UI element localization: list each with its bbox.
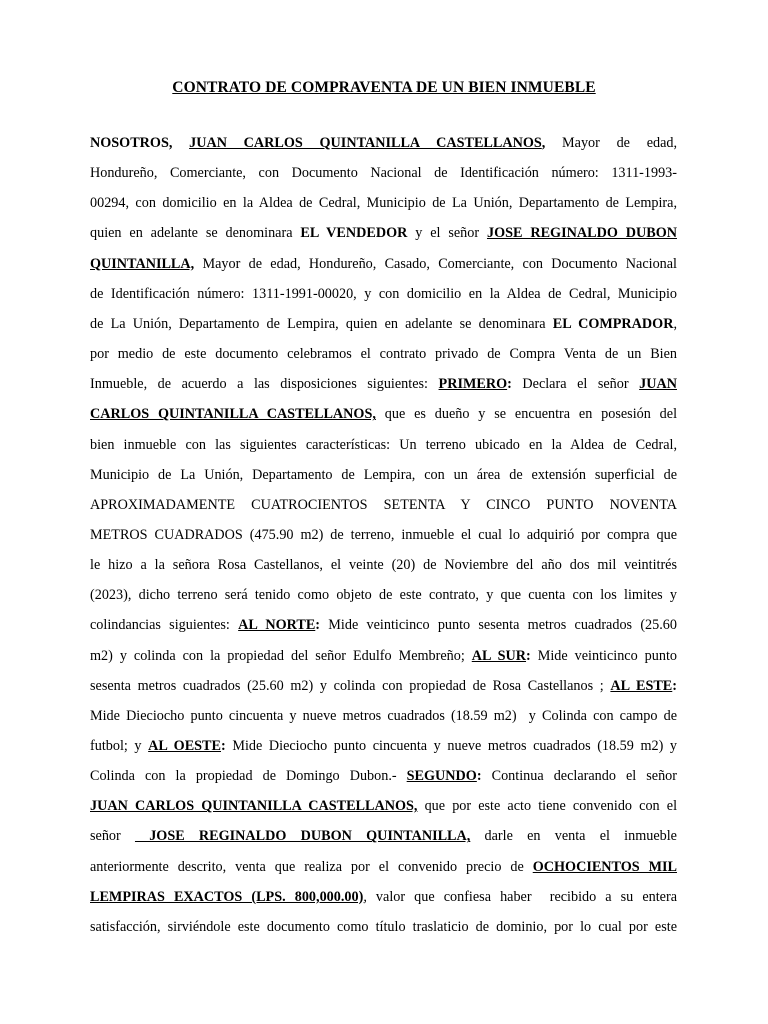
bold-text-run: :	[221, 738, 226, 754]
paragraph-line	[90, 858, 677, 876]
text-run: darle en venta el inmueble	[470, 828, 677, 845]
text-run: Colinda con la propiedad de Domingo Dubon.-	[90, 768, 407, 785]
bold-text-run: :	[526, 647, 531, 664]
text-run: que es dueño y se encuentra en posesión del	[375, 406, 678, 423]
text-run: futbol; y	[90, 738, 149, 754]
text-run: Declara el señor	[511, 376, 640, 393]
bold-text-run: :	[476, 768, 482, 785]
text-run: bien inmueble con las siguientes características: Un terreno ubicado en la Aldea de Cedral,	[90, 436, 677, 453]
paragraph-line	[90, 436, 677, 454]
bold-text-run: LEMPIRAS EXACTOS (LPS. 800,000.00)	[90, 888, 364, 905]
document-title: CONTRATO DE COMPRAVENTA DE UN BIEN INMUEBLE	[172, 79, 596, 96]
paragraph-line	[90, 526, 677, 544]
text-run: de La Unión, Departamento de Lempira, quien en adelante se denominara	[90, 315, 553, 332]
text-run: (2023), dicho terreno será tenido como objeto de este contrato, y que cuenta con los limites y	[90, 587, 677, 604]
bold-text-run: PRIMERO	[438, 376, 508, 393]
paragraph-line	[90, 827, 677, 845]
text-run: Inmueble, de acuerdo a las disposiciones siguientes:	[90, 376, 439, 393]
text-run: Mide Dieciocho punto cincuenta y nueve metros cuadrados (18.59 m2) y	[225, 738, 677, 754]
paragraph-line	[90, 888, 677, 906]
bold-text-run: :	[507, 376, 512, 393]
text-run: que por este acto tiene convenido con el	[417, 798, 678, 815]
paragraph-line	[90, 255, 677, 273]
text-run: ,	[673, 315, 678, 332]
paragraph-line	[90, 616, 677, 634]
paragraph-line	[90, 224, 677, 242]
text-run: señor	[90, 828, 135, 845]
paragraph-line	[90, 164, 677, 182]
bold-text-run: JOSE REGINALDO DUBON	[486, 225, 677, 242]
bold-text-run: SEGUNDO	[406, 768, 477, 785]
text-run: Municipio de La Unión, Departamento de Lempira, con un área de extensión superficial de	[90, 466, 677, 483]
paragraph-line	[90, 647, 677, 665]
text-run: 00294, con domicilio en la Aldea de Cedral, Municipio de La Unión, Departamento de Lempira,	[90, 195, 677, 212]
paragraph-line	[90, 375, 677, 393]
text-run: le hizo a la señora Rosa Castellanos, el veinte (20) de Noviembre del año dos mil veintitrés	[90, 557, 677, 574]
text-run: Mide veinticinco punto	[530, 647, 677, 664]
paragraph-line	[90, 466, 677, 484]
paragraph-line	[90, 405, 677, 423]
text-run: Mayor de edad, Hondureño, Casado, Comerciante, con Documento Nacional	[194, 255, 677, 272]
paragraph-line	[90, 797, 677, 815]
bold-text-run: QUINTANILLA,	[90, 255, 195, 272]
bold-text-run: CARLOS QUINTANILLA CASTELLANOS,	[90, 406, 376, 423]
paragraph-line	[90, 194, 677, 212]
bold-text-run: ,	[541, 135, 546, 151]
text-run: satisfacción, sirviéndole este documento como título traslaticio de dominio, por lo cual por este	[90, 918, 677, 935]
bold-text-run: EL COMPRADOR	[552, 315, 674, 332]
bold-text-run: JUAN CARLOS QUINTANILLA CASTELLANOS,	[90, 798, 418, 815]
paragraph-line	[90, 677, 677, 695]
paragraph-line	[90, 707, 677, 725]
text-run: anteriormente descrito, venta que realiza por el convenido precio de	[90, 858, 533, 875]
text-run: Mayor de edad,	[545, 135, 678, 151]
paragraph-line	[90, 134, 677, 152]
text-run: colindancias siguientes:	[90, 617, 239, 634]
text-run: , valor que confiesa haber recibido a su entera	[363, 888, 677, 905]
paragraph-line	[90, 586, 677, 604]
text-run: quien en adelante se denominara	[90, 225, 301, 242]
text-run: APROXIMADAMENTE CUATROCIENTOS SETENTA Y CINCO PUNTO NOVENTA	[90, 496, 677, 513]
text-run: m2) y colinda con la propiedad del señor Edulfo Membreño;	[90, 647, 472, 664]
paragraph-line	[90, 285, 677, 303]
bold-text-run: AL SUR	[471, 647, 527, 664]
paragraph-line	[90, 315, 677, 333]
bold-text-run: JUAN CARLOS QUINTANILLA CASTELLANOS	[189, 135, 542, 151]
paragraph-line	[90, 918, 677, 936]
bold-text-run: AL OESTE	[148, 738, 221, 754]
bold-text-run: AL ESTE	[610, 677, 673, 694]
text-run: Hondureño, Comerciante, con Documento Nacional de Identificación número: 1311-1993-	[90, 165, 677, 182]
text-run: METROS CUADRADOS (475.90 m2) de terreno, inmueble el cual lo adquirió por compra que	[90, 526, 677, 543]
text-run: sesenta metros cuadrados (25.60 m2) y colinda con propiedad de Rosa Castellanos ;	[90, 677, 611, 694]
bold-text-run: NOSOTROS,	[90, 135, 190, 151]
text-run: Continua declarando el señor	[481, 768, 678, 785]
bold-text-run: EL VENDEDOR	[300, 225, 408, 242]
bold-text-run: JOSE REGINALDO DUBON QUINTANILLA,	[134, 828, 471, 845]
paragraph-line	[90, 737, 677, 755]
text-run: por medio de este documento celebramos el contrato privado de Compra Venta de un Bien	[90, 346, 677, 363]
bold-text-run: AL NORTE	[238, 617, 316, 634]
paragraph-line	[90, 496, 677, 514]
bold-text-run: :	[315, 617, 321, 634]
bold-text-run: :	[672, 677, 677, 694]
paragraph-line	[90, 767, 677, 785]
text-run: y el señor	[407, 225, 487, 242]
paragraph-line	[90, 556, 677, 574]
text-run: Mide veinticinco punto sesenta metros cuadrados (25.60	[320, 617, 677, 634]
bold-text-run: JUAN	[639, 376, 677, 393]
text-run: de Identificación número: 1311-1991-00020, y con domicilio en la Aldea de Cedral, Municipio	[90, 285, 677, 302]
bold-text-run: OCHOCIENTOS MIL	[532, 858, 677, 875]
text-run: Mide Dieciocho punto cincuenta y nueve metros cuadrados (18.59 m2) y Colinda con campo de	[90, 707, 677, 724]
paragraph-line	[90, 345, 677, 363]
